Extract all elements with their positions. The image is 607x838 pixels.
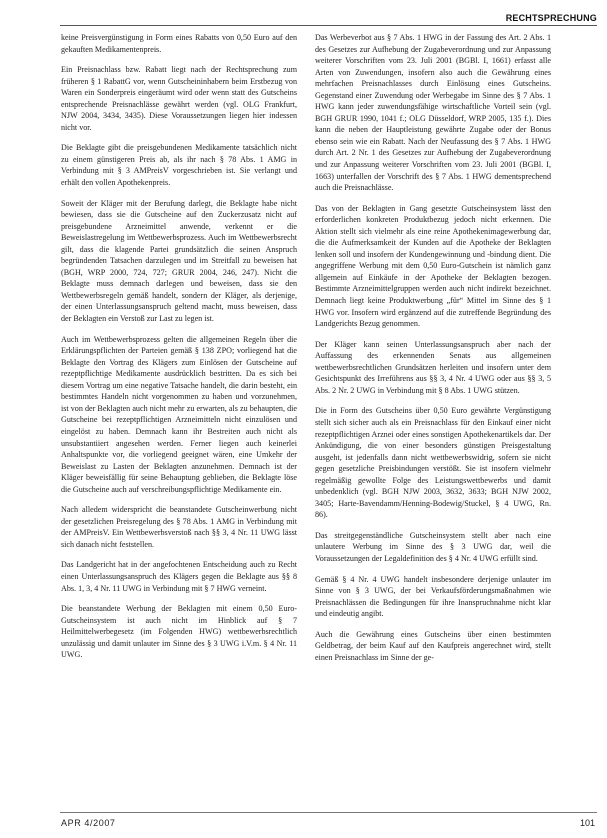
footer-divider [60, 812, 597, 813]
paragraph: Das Landgericht hat in der angefochtenen Entscheidung auch zu Recht einen Unterlassungsanspruch des Klägers gegen die Beklagte aus §§ 8 Abs. 1, 3, 4 Nr. 11 UWG in Verbindung mit § 7 HWG verneint. [61, 560, 297, 593]
paragraph: Das von der Beklagten in Gang gesetzte Gutscheinsystem lässt den erforderlichen konkreten Produktbezug jedoch nicht erkennen. Die Aktion stellt sich vielmehr als eine reine Apothekenimagewerbung dar, die die Aufmerksamkeit der Kunden auf die Apotheke der Beklagten lenken soll und insofern der Kundengewinnung und -bindung dient. Die angegriffene Werbung mit dem 0,50 Euro-Gutschein ist nämlich ganz allgemein auf Einkäufe in der Apotheke der Beklagten bezogen. Bestimmte Arzneimittelgruppen werden auch nicht indirekt bezeichnet. Demnach liegt keine Produktwerbung „für“ Mittel im Sinne des § 1 HWG vor. Insofern wird ergänzend auf die zutreffende Begründung des Landgerichts Bezug genommen. [315, 203, 551, 329]
page-number: 101 [579, 818, 595, 828]
paragraph: Der Kläger kann seinen Unterlassungsanspruch aber nach der Auffassung des erkennenden Senats aus allgemeinen wettbewerbsrechtlichen Grundsätzen herleiten und insofern unter dem Gesichtspunkt des Irreführens aus §§ 3, 4 Nr. 4 UWG oder aus §§ 3, 5 Abs. 2 Nr. 2 UWG in Verbindung mit § 8 Abs. 1 UWG stützen. [315, 339, 551, 395]
paragraph: Die Beklagte gibt die preisgebundenen Medikamente tatsächlich nicht zu einem günstigeren Preis ab, als ihr nach § 78 Abs. 1 AMG in Verbindung mit § 3 AMPreisV vorgeschrieben ist. Sie verlangt und erhält den vollen Apothekenpreis. [61, 143, 297, 188]
paragraph: Die in Form des Gutscheins über 0,50 Euro gewährte Vergünstigung stellt sich sicher auch als ein Preisnachlass für den Einkauf einer nicht rezeptpflichtigen Arznei oder eines sonstigen Apothekenartikels dar. Der Ankündigung, die von einer besonders günstigen Preisgestaltung ausgeht, ist jedenfalls dann nicht wettbewerbswidrig, sofern sie nicht gegen gesetzliche Preisbindungen verstößt. Sie ist insofern vielmehr regelmäßig gewollte Folge des Leistungswettbewerbs und damit unbedenklich (vgl. BGH NJW 2003, 3632, 3633; BGH NJW 2002, 3405; Harte-Bavendamm/Henning-Bodewig/Stuckel, § 4 UWG, Rn. 86). [315, 406, 551, 520]
left-text-column [61, 32, 297, 670]
paragraph: Das streitgegenständliche Gutscheinsystem stellt aber nach eine unlautere Werbung im Sinne des § 3 UWG dar, weil die Voraussetzungen der Legaldefinition des § 4 Nr. 4 UWG erfüllt sind. [315, 530, 551, 563]
paragraph: Ein Preisnachlass bzw. Rabatt liegt nach der Rechtsprechung zum früheren § 1 RabattG vor, wenn Gutscheininhabern beim Erstbezug von Waren ein Sonderpreis eingeräumt wird oder wenn statt des Gutscheins entsprechende Preisnachlässe gewährt werden (vgl. OLG Frankfurt, NJW 2004, 3434, 3435). Diese Voraussetzungen liegen hier indessen nicht vor. [61, 65, 297, 132]
right-text-column [315, 32, 551, 672]
paragraph: Soweit der Kläger mit der Berufung darlegt, die Beklagte habe nicht bewiesen, dass sie die Gutscheine auf den Zuckerzusatz nicht auf preisgebundene Arzneimittel anwende, verkennt er die Beweislastregelung im Wettbewerbsprozess. Auch im Wettbewerbsrecht gilt, dass die klagende Partei grundsätzlich die seinen Anspruch begründenden Tatsachen darzulegen und im Streitfall zu beweisen hat (BGH, WRP 2000, 724, 727; GRUR 2004, 246, 247). Nicht die Beklagte muss demnach darlegen und beweisen, dass sie den Wettbewerbsregeln gemäß handelt, sondern der Kläger, als derjenige, der einen Unterlassungsanspruch geltend macht, muss beweisen, dass der Beklagten ein Verstoß zur Last zu legen ist. [61, 198, 297, 324]
paragraph: Das Werbeverbot aus § 7 Abs. 1 HWG in der Fassung des Art. 2 Abs. 1 des Gesetzes zur Aufhebung der Zugabeverordnung und zur Anpassung weiterer Vorschriften vom 23. Juli 2001 (BGBl. I, 1661) erfasst alle Arten von Zuwendungen, insofern also auch die Gewährung eines mehrfachen Preisnachlasses durch Einlösung eines Gutscheins. Gegenstand einer Zuwendung oder Werbegabe im Sinne des § 7 Abs. 1 HWG kann jeder zuwendungsfähige wirtschaftliche Vorteil sein (vgl. BGH GRUR 1990, 1041 f.; OLG Düsseldorf, WRP 2005, 135 f.). Dies kann die neben der Hauptleistung gewährte Zugabe oder der Bonus ebenso sein wie ein Rabatt. Nach der Neufassung des § 7 Abs. 1 HWG durch Art. 2 Nr. 1 des Gesetzes zur Aufhebung der Zugabeverordnung und zur Anpassung weiterer Vorschriften vom 23. Juli 2001 (BGBl. I, 1663) unterfallen der Vorschrift des § 7 Abs. 1 HWG dementsprechend auch die Preisnachlässe. [315, 33, 551, 193]
page-footer [0, 812, 607, 832]
paragraph: Die beanstandete Werbung der Beklagten mit einem 0,50 Euro-Gutscheinsystem ist auch nicht im Hinblick auf § 7 Heilmittelwerbegesetz (im Folgenden HWG) wettbewerbsrechtlich unzulässig und damit unlauter im Sinne des § 3 UWG i.V.m. § 4 Nr. 11 UWG. [61, 604, 297, 660]
journal-issue: APR 4/2007 [61, 818, 116, 828]
header-divider [60, 25, 597, 26]
paragraph: Gemäß § 4 Nr. 4 UWG handelt insbesondere derjenige unlauter im Sinne von § 3 UWG, der bei Verkaufsförderungsmaßnahmen wie Preisnachlässen die Bedingungen für ihre Inanspruchnahme nicht klar und eindeutig angibt. [315, 574, 551, 619]
paragraph: Nach alledem widerspricht die beanstandete Gutscheinwerbung nicht der gesetzlichen Preisregelung des § 78 Abs. 1 AMG in Verbindung mit der AMPreisV. Ein Wettbewerbsverstoß nach §§ 3, 4 Nr. 11 UWG lässt sich danach nicht feststellen. [61, 505, 297, 549]
paragraph: keine Preisvergünstigung in Form eines Rabatts von 0,50 Euro auf den gekauften Medikamentenpreis. [61, 33, 297, 54]
paragraph: Auch die Gewährung eines Gutscheins über einen bestimmten Geldbetrag, der beim Kauf auf den Kaufpreis angerechnet wird, stellt einen Preisnachlass im Sinne der ge- [315, 629, 551, 662]
paragraph: Auch im Wettbewerbsprozess gelten die allgemeinen Regeln über die Erklärungspflichten der Parteien gemäß § 138 ZPO; vorliegend hat die Beklagte den Vortrag des Klägers zum Einlösen der Gutscheine auf rezeptpflichtige Medikamente ausdrücklich bestritten. Da es sich bei diesem Vortrag um eine negative Tatsache handelt, die darin besteht, ein bestimmtes Handeln nicht vorgenommen zu haben und vorzunehmen, ist von der Beklagten auch nicht mehr zu erwarten, als zu behaupten, die Gutscheine bei rezeptpflichtigen Arzneimitteln nicht einzulösen und eingelöst zu haben. Demnach kann ihr Bestreiten auch nicht als unsubstantiiert angesehen werden. Ferner liegen auch keinerlei Anhaltspunkte vor, die vorliegend geeignet wären, eine Umkehr der Beweislast zu Lasten der Beklagten anzunehmen. Demnach ist der Kläger beweisfällig für seine Behauptung geblieben, die Beklagte löse die Gutscheine auch auf verschreibungspflichtige Medikamente ein. [61, 334, 297, 494]
page-header [0, 0, 607, 30]
section-title: RECHTSPRECHUNG [505, 13, 597, 23]
